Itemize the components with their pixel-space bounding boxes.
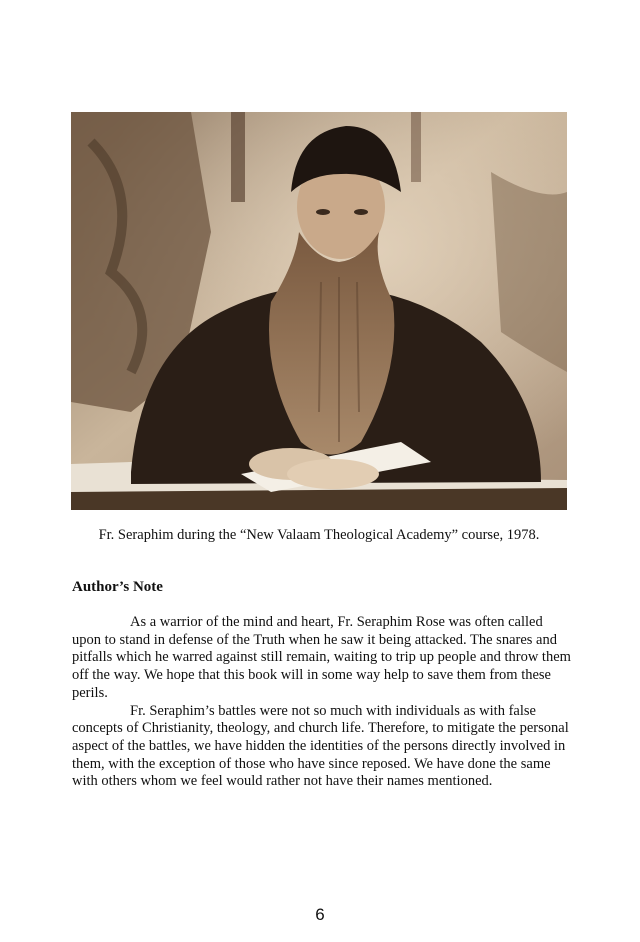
section-body <box>72 614 572 791</box>
figure-caption: Fr. Seraphim during the “New Valaam Theological Academy” course, 1978. <box>98 527 540 543</box>
section-heading: Author’s Note <box>72 579 163 595</box>
paragraph: Fr. Seraphim’s battles were not so much with individuals as with false concepts of Christianity, theology, and church life. Therefore, to mitigate the personal aspect of the battles, we have hidden the identities of the persons directly involved in them, with the exception of those who have since reposed. We have done the same with others whom we feel would rather not have their names mentioned. <box>72 702 569 790</box>
portrait-image <box>71 112 567 510</box>
figure-photo <box>71 112 567 510</box>
page-number: 6 <box>315 905 325 924</box>
paragraph: As a warrior of the mind and heart, Fr. Seraphim Rose was often called upon to stand in defense of the Truth when he saw it being attacked. The snares and pitfalls which he warred against still remain, waiting to trip up people and throw them off the way. We hope that this book will in some way help to save them from these perils. <box>72 614 571 701</box>
